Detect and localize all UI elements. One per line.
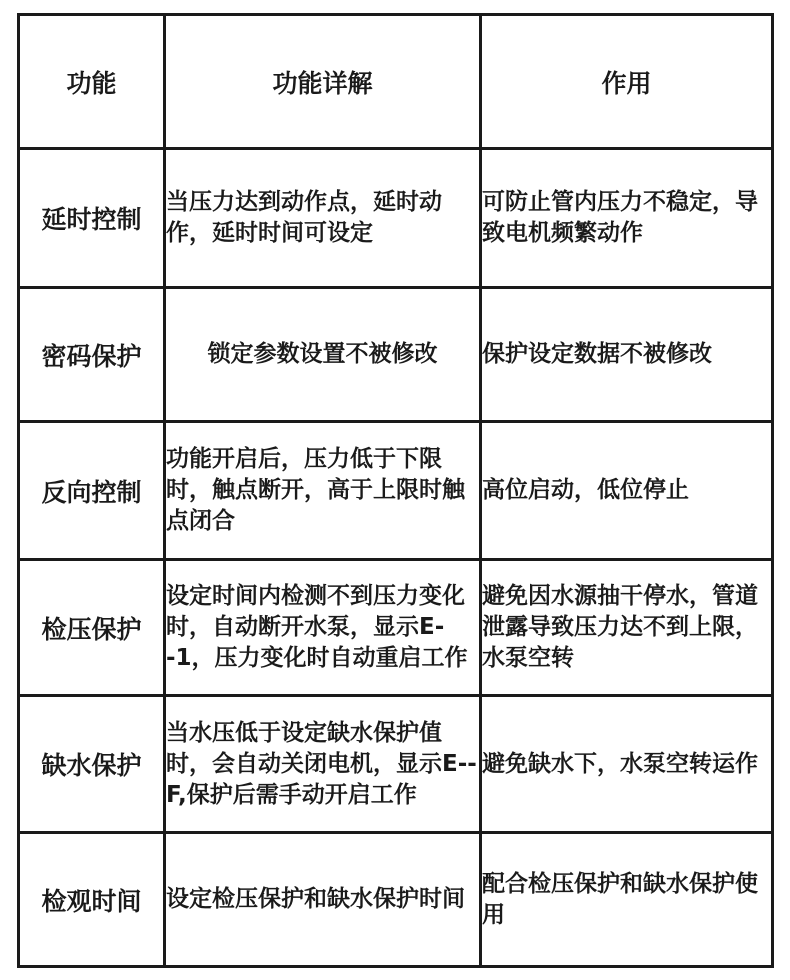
function-table (17, 13, 774, 968)
table-row (19, 422, 773, 560)
row-feature: 密码保护 (19, 288, 165, 422)
row-effect: 保护设定数据不被修改 (481, 288, 773, 422)
row-effect: 避免缺水下，水泵空转运作 (481, 696, 773, 833)
header-function-detail: 功能详解 (165, 15, 481, 149)
row-detail: 设定时间内检测不到压力变化时，自动断开水泵，显示E--1，压力变化时自动重启工作 (165, 560, 481, 696)
row-effect: 高位启动，低位停止 (481, 422, 773, 560)
row-effect: 避免因水源抽干停水，管道泄露导致压力达不到上限，水泵空转 (481, 560, 773, 696)
row-detail: 当水压低于设定缺水保护值时，会自动关闭电机，显示E--F,保护后需手动开启工作 (165, 696, 481, 833)
row-feature: 检压保护 (19, 560, 165, 696)
table-row (19, 696, 773, 833)
row-detail: 设定检压保护和缺水保护时间 (165, 833, 481, 967)
row-feature: 反向控制 (19, 422, 165, 560)
row-detail: 当压力达到动作点，延时动作，延时时间可设定 (165, 149, 481, 288)
row-effect: 可防止管内压力不稳定，导致电机频繁动作 (481, 149, 773, 288)
row-feature: 缺水保护 (19, 696, 165, 833)
table-header-row (19, 15, 773, 149)
row-effect: 配合检压保护和缺水保护使用 (481, 833, 773, 967)
row-feature: 检观时间 (19, 833, 165, 967)
row-feature: 延时控制 (19, 149, 165, 288)
row-detail: 锁定参数设置不被修改 (165, 288, 481, 422)
row-detail: 功能开启后，压力低于下限时，触点断开，高于上限时触点闭合 (165, 422, 481, 560)
table-row (19, 149, 773, 288)
table-row (19, 288, 773, 422)
table-row (19, 560, 773, 696)
header-function: 功能 (19, 15, 165, 149)
header-effect: 作用 (481, 15, 773, 149)
table-row (19, 833, 773, 967)
